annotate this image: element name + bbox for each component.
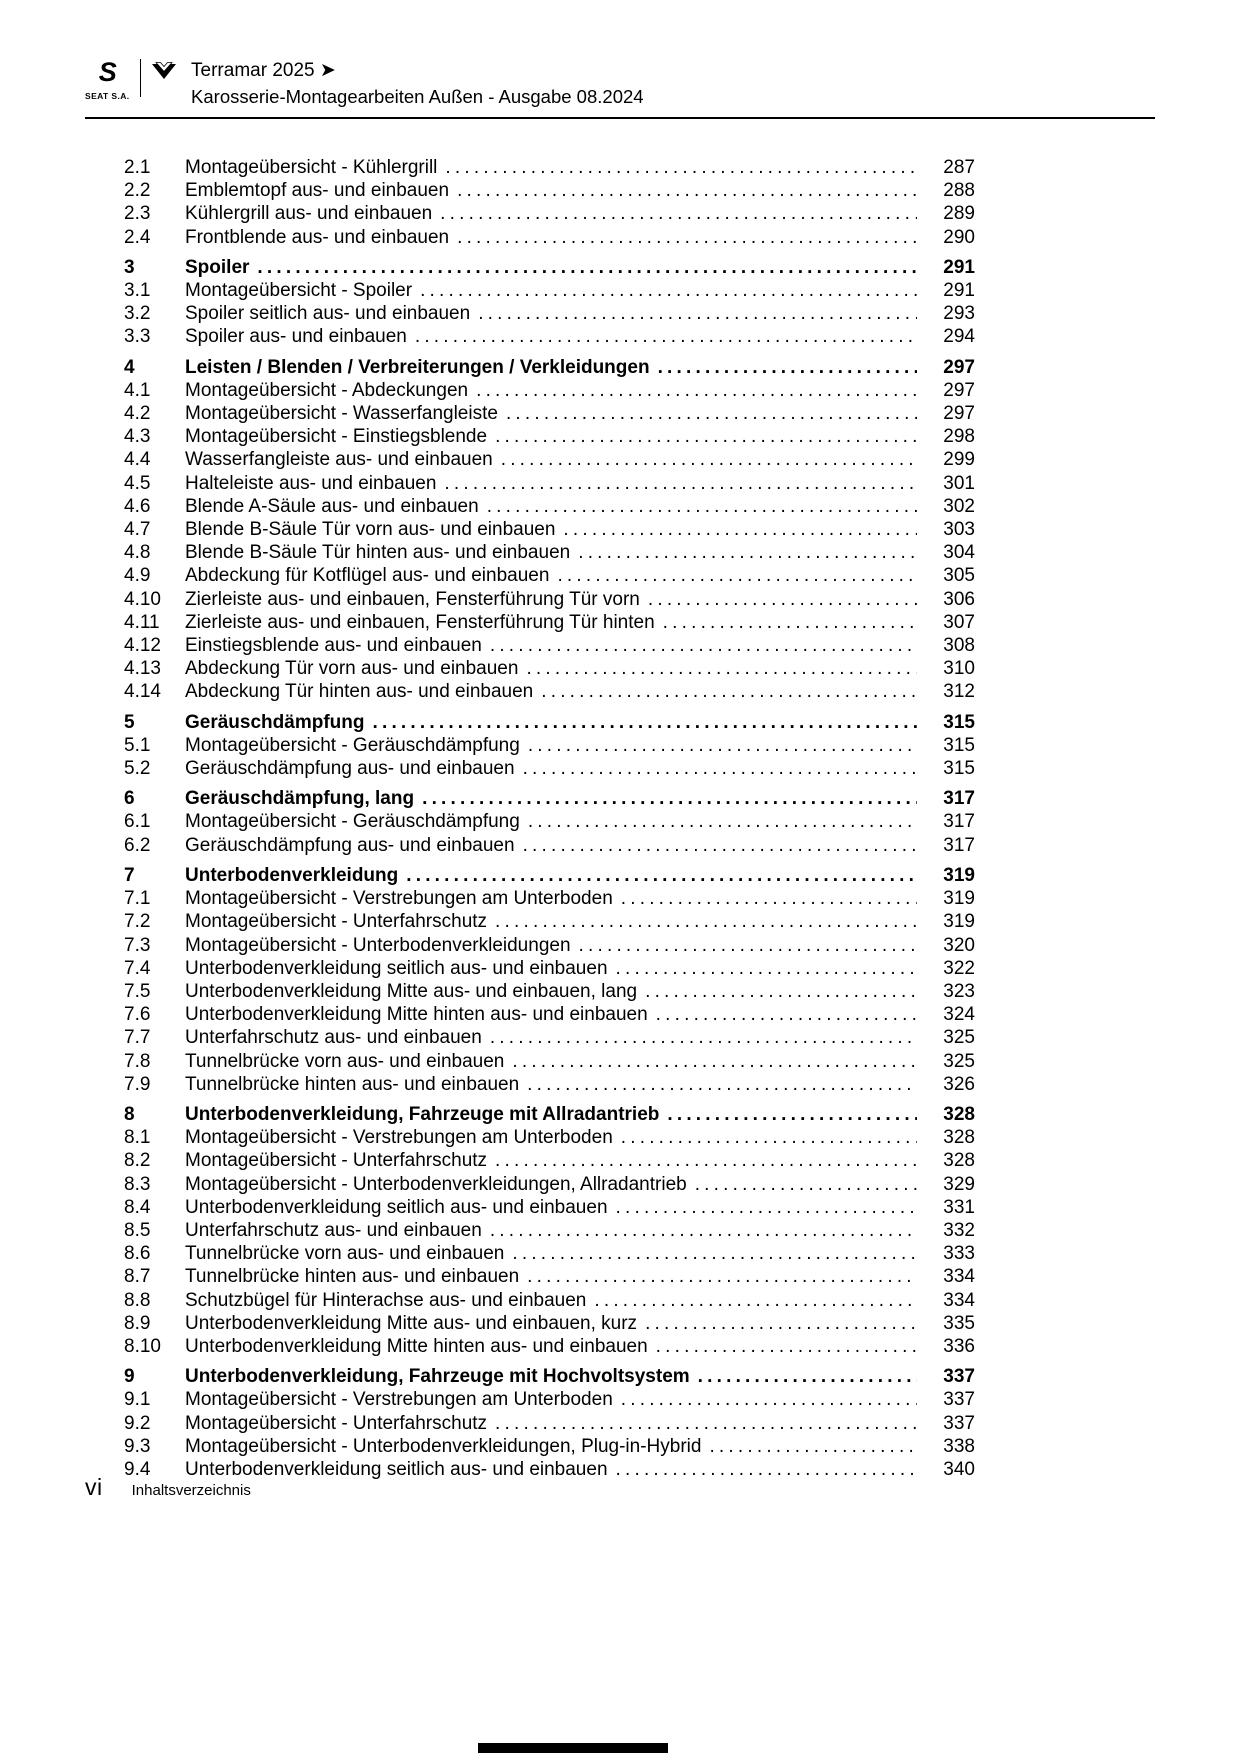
toc-leader-dots [415,325,917,348]
toc-leader-dots [621,1126,917,1149]
toc-leader-dots [563,518,917,541]
toc-entry-number: 4.10 [124,588,161,610]
toc-entry-page: 287 [943,157,975,178]
toc-row [124,1003,975,1026]
toc-entry-title: Montageübersicht - Unterbodenverkleidungen, Plug-in-Hybrid [185,1435,702,1457]
toc-entry-page: 320 [943,934,975,956]
toc-entry-page: 291 [943,256,975,278]
toc-entry-title: Montageübersicht - Spoiler [185,280,413,302]
toc-entry-page: 328 [943,1150,975,1172]
toc-entry-title: Frontblende aus- und einbauen [185,226,450,248]
toc-leader-dots [501,448,917,471]
toc-row [124,887,975,910]
toc-entry-number: 8.2 [124,1150,151,1172]
toc-entry-number: 3.1 [124,280,151,302]
toc-entry-number: 9.4 [124,1458,151,1480]
toc-entry-number: 4.7 [124,519,151,541]
toc-entry-page: 310 [943,658,975,680]
toc-entry-title: Montageübersicht - Verstrebungen am Unterboden [185,888,613,910]
toc-entry-number: 7.3 [124,934,151,956]
toc-entry-page: 334 [943,1289,975,1311]
toc-leader-dots [667,1103,917,1126]
toc-leader-dots [709,1435,917,1458]
toc-entry-title: Unterbodenverkleidung seitlich aus- und einbauen [185,1196,608,1218]
toc-row [124,1126,975,1149]
toc-row [124,1265,975,1288]
toc-leader-dots [444,472,917,495]
toc-entry-page: 336 [943,1335,975,1357]
toc-leader-dots [406,864,917,887]
toc-entry-page: 299 [943,449,975,471]
toc-entry-page: 326 [943,1073,975,1095]
toc-row [124,957,975,980]
toc-row [124,834,975,857]
toc-entry-page: 325 [943,1050,975,1072]
toc-entry-number: 2.3 [124,203,151,225]
toc-entry-page: 289 [943,203,975,225]
toc-row [124,518,975,541]
toc-entry-page: 324 [943,1004,975,1026]
toc-entry-page: 304 [943,542,975,564]
toc-row [124,1219,975,1242]
toc-entry-title: Tunnelbrücke vorn aus- und einbauen [185,1243,505,1265]
toc-entry-number: 7.2 [124,911,151,933]
toc-row [124,980,975,1003]
toc-entry-title: Unterbodenverkleidung Mitte aus- und einbauen, kurz [185,1312,638,1334]
toc-leader-dots [476,379,917,402]
toc-entry-number: 8.3 [124,1173,151,1195]
toc-entry-title: Montageübersicht - Unterfahrschutz [185,1150,488,1172]
toc-leader-dots [594,1289,917,1312]
toc-row [124,634,975,657]
toc-row [124,864,975,887]
toc-leader-dots [257,256,917,279]
toc-row [124,910,975,933]
toc-entry-page: 297 [943,379,975,401]
toc-entry-number: 7.9 [124,1073,151,1095]
toc-entry-page: 337 [943,1389,975,1411]
toc-entry-number: 4.11 [124,611,160,633]
brand-block [85,58,1155,108]
toc-row [124,325,975,348]
toc-entry-page: 322 [943,957,975,979]
toc-row [124,356,975,379]
toc-entry-page: 305 [943,565,975,587]
toc-entry-number: 4.9 [124,565,151,587]
toc-entry-number: 5.1 [124,734,151,756]
toc-entry-title: Unterbodenverkleidung seitlich aus- und einbauen [185,1458,608,1480]
toc-row [124,1242,975,1265]
toc-leader-dots [506,402,917,425]
toc-leader-dots [663,611,917,634]
toc-entry-page: 334 [943,1266,975,1288]
footer-page-number: vi [85,1474,103,1500]
toc-entry-page: 319 [943,911,975,933]
toc-leader-dots [557,564,917,587]
toc-leader-dots [512,1242,917,1265]
toc-leader-dots [495,1149,917,1172]
toc-entry-page: 331 [943,1196,975,1218]
toc-leader-dots [616,1458,917,1481]
toc-leader-dots [372,711,917,734]
toc-entry-page: 319 [943,864,975,886]
toc-entry-page: 288 [943,180,975,202]
toc-entry-number: 4 [124,356,135,378]
toc-entry-title: Unterbodenverkleidung seitlich aus- und einbauen [185,957,608,979]
toc-row [124,1050,975,1073]
toc-row [124,402,975,425]
toc-entry-number: 9.2 [124,1412,151,1434]
toc-entry-number: 3.2 [124,303,151,325]
toc-entry-title: Geräuschdämpfung [185,711,365,733]
toc-entry-number: 7.7 [124,1027,151,1049]
toc-entry-title: Montageübersicht - Einstiegsblende [185,426,488,448]
toc-leader-dots [621,887,917,910]
toc-entry-title: Geräuschdämpfung, lang [185,788,415,810]
toc-entry-page: 332 [943,1219,975,1241]
toc-entry-number: 2.4 [124,226,151,248]
toc-leader-dots [645,1312,917,1335]
toc-leader-dots [656,1003,917,1026]
toc-list [124,156,975,1481]
toc-entry-title: Emblemtopf aus- und einbauen [185,180,450,202]
header-text [191,58,644,108]
toc-row [124,448,975,471]
seat-logo-icon: S [98,57,116,87]
toc-entry-title: Spoiler aus- und einbauen [185,326,407,348]
toc-entry-title: Geräuschdämpfung aus- und einbauen [185,834,515,856]
toc-leader-dots [512,1050,917,1073]
toc-entry-page: 323 [943,980,975,1002]
toc-entry-number: 6 [124,788,135,810]
toc-row [124,472,975,495]
toc-entry-title: Montageübersicht - Wasserfangleiste [185,403,498,425]
toc-entry-title: Spoiler seitlich aus- und einbauen [185,303,471,325]
toc-entry-title: Blende A-Säule aus- und einbauen [185,495,479,517]
toc-entry-title: Unterbodenverkleidung Mitte hinten aus- und einbauen [185,1004,648,1026]
toc-entry-number: 8.5 [124,1219,151,1241]
toc-row [124,1289,975,1312]
toc-leader-dots [528,810,917,833]
toc-row [124,680,975,703]
toc-entry-number: 4.5 [124,472,151,494]
toc-entry-page: 294 [943,326,975,348]
toc-entry-title: Kühlergrill aus- und einbauen [185,203,433,225]
toc-entry-title: Abdeckung für Kotflügel aus- und einbauen [185,565,550,587]
toc-entry-page: 315 [943,758,975,780]
toc-entry-number: 7 [124,864,135,886]
toc-leader-dots [490,634,917,657]
seat-logo [85,58,130,101]
toc-leader-dots [527,1073,917,1096]
toc-entry-number: 8.8 [124,1289,151,1311]
toc-entry-page: 337 [943,1366,975,1388]
toc-entry-page: 325 [943,1027,975,1049]
toc-row [124,279,975,302]
toc-entry-page: 319 [943,888,975,910]
toc-entry-title: Abdeckung Tür vorn aus- und einbauen [185,658,519,680]
toc-entry-title: Montageübersicht - Unterfahrschutz [185,911,488,933]
toc-row [124,1103,975,1126]
toc-row [124,1196,975,1219]
toc-leader-dots [440,202,917,225]
toc-row [124,156,975,179]
toc-leader-dots [490,1026,917,1049]
toc-entry-page: 307 [943,611,975,633]
toc-row [124,226,975,249]
toc-entry-number: 8.6 [124,1243,151,1265]
toc-leader-dots [445,156,917,179]
toc-row [124,256,975,279]
toc-entry-number: 8.10 [124,1335,161,1357]
toc-entry-title: Unterbodenverkleidung Mitte hinten aus- und einbauen [185,1335,648,1357]
toc-row [124,541,975,564]
toc-entry-title: Spoiler [185,256,250,278]
brand-divider [140,59,142,97]
toc-leader-dots [523,757,917,780]
toc-entry-number: 4.2 [124,403,151,425]
toc-leader-dots [523,834,917,857]
toc-entry-page: 302 [943,495,975,517]
toc-entry-title: Wasserfangleiste aus- und einbauen [185,449,493,471]
toc-leader-dots [490,1219,917,1242]
toc-leader-dots [526,657,917,680]
toc-entry-title: Geräuschdämpfung aus- und einbauen [185,758,515,780]
toc-entry-page: 297 [943,356,975,378]
toc-leader-dots [616,1196,917,1219]
toc-entry-title: Tunnelbrücke vorn aus- und einbauen [185,1050,505,1072]
toc-row [124,1388,975,1411]
toc-entry-title: Schutzbügel für Hinterachse aus- und einbauen [185,1289,587,1311]
toc-row [124,1312,975,1335]
toc-entry-title: Leisten / Blenden / Verbreiterungen / Verkleidungen [185,356,650,378]
toc-entry-title: Montageübersicht - Unterbodenverkleidungen, Allradantrieb [185,1173,687,1195]
toc-entry-title: Blende B-Säule Tür hinten aus- und einbauen [185,542,571,564]
toc-entry-number: 8.4 [124,1196,151,1218]
toc-entry-number: 6.1 [124,811,151,833]
footer-section-label: Inhaltsverzeichnis [131,1482,251,1499]
toc-row [124,179,975,202]
toc-row [124,787,975,810]
seat-caption-label: SEAT S.A. [85,91,130,101]
toc-entry-title: Unterbodenverkleidung [185,864,399,886]
toc-leader-dots [656,1335,917,1358]
toc-row [124,657,975,680]
toc-entry-number: 7.1 [124,888,151,910]
toc-leader-dots [457,179,917,202]
toc-entry-title: Halteleiste aus- und einbauen [185,472,437,494]
toc-entry-number: 4.6 [124,495,151,517]
toc-entry-page: 291 [943,280,975,302]
toc-entry-page: 338 [943,1435,975,1457]
toc-entry-number: 8.9 [124,1312,151,1334]
toc-row [124,302,975,325]
model-title: Terramar 2025 ➤ [191,60,336,81]
toc-entry-title: Unterbodenverkleidung, Fahrzeuge mit Allradantrieb [185,1103,660,1125]
toc-leader-dots [420,279,917,302]
toc-entry-number: 8 [124,1103,135,1125]
toc-entry-page: 301 [943,472,975,494]
toc-entry-page: 308 [943,635,975,657]
toc-entry-page: 317 [943,834,975,856]
toc-leader-dots [495,910,917,933]
toc-row [124,1149,975,1172]
toc-entry-number: 4.4 [124,449,151,471]
toc-entry-number: 7.8 [124,1050,151,1072]
toc-entry-number: 5 [124,711,135,733]
toc-row [124,934,975,957]
toc-leader-dots [457,226,917,249]
toc-entry-number: 9.1 [124,1389,151,1411]
toc-entry-title: Montageübersicht - Geräuschdämpfung [185,811,520,833]
toc-entry-title: Montageübersicht - Abdeckungen [185,379,469,401]
toc-entry-page: 340 [943,1458,975,1480]
toc-entry-page: 315 [943,734,975,756]
toc-leader-dots [495,1412,917,1435]
toc-entry-page: 317 [943,788,975,810]
toc-entry-page: 337 [943,1412,975,1434]
toc-entry-title: Unterfahrschutz aus- und einbauen [185,1219,482,1241]
scan-artifact-bar [478,1743,668,1753]
toc-entry-number: 9 [124,1366,135,1388]
toc-entry-number: 3 [124,256,135,278]
toc-entry-page: 293 [943,303,975,325]
toc-entry-number: 8.7 [124,1266,151,1288]
toc-leader-dots [698,1365,917,1388]
toc-entry-title: Unterbodenverkleidung Mitte aus- und einbauen, lang [185,980,638,1002]
page-footer [85,1474,251,1501]
toc-leader-dots [579,934,917,957]
toc-row [124,425,975,448]
toc-entry-page: 298 [943,426,975,448]
toc-entry-title: Montageübersicht - Unterfahrschutz [185,1412,488,1434]
toc-entry-title: Unterfahrschutz aus- und einbauen [185,1027,482,1049]
toc-leader-dots [621,1388,917,1411]
toc-entry-page: 303 [943,519,975,541]
toc-entry-number: 4.12 [124,635,161,657]
toc-entry-number: 4.14 [124,681,161,703]
toc-entry-title: Unterbodenverkleidung, Fahrzeuge mit Hochvoltsystem [185,1366,690,1388]
toc-row [124,810,975,833]
toc-leader-dots [658,356,917,379]
toc-entry-number: 2.1 [124,157,151,178]
toc-entry-number: 9.3 [124,1435,151,1457]
toc-entry-page: 328 [943,1127,975,1149]
toc-row [124,495,975,518]
toc-entry-page: 317 [943,811,975,833]
toc-row [124,1458,975,1481]
brand-emblem-icon [151,62,177,86]
toc-row [124,379,975,402]
toc-row [124,1026,975,1049]
toc-entry-title: Zierleiste aus- und einbauen, Fensterführung Tür hinten [185,611,655,633]
toc-row [124,711,975,734]
toc-entry-title: Tunnelbrücke hinten aus- und einbauen [185,1073,520,1095]
toc-entry-page: 306 [943,588,975,610]
document-title: Karosserie-Montagearbeiten Außen - Ausgabe 08.2024 [191,86,644,107]
toc-entry-number: 4.13 [124,658,161,680]
toc-entry-page: 297 [943,403,975,425]
toc-entry-title: Tunnelbrücke hinten aus- und einbauen [185,1266,520,1288]
toc-entry-number: 6.2 [124,834,151,856]
toc-entry-number: 7.5 [124,980,151,1002]
toc-row [124,1173,975,1196]
toc-row [124,564,975,587]
toc-leader-dots [495,425,917,448]
toc-leader-dots [645,980,917,1003]
toc-entry-page: 333 [943,1243,975,1265]
toc-row [124,1073,975,1096]
toc-entry-number: 4.8 [124,542,151,564]
toc-entry-title: Abdeckung Tür hinten aus- und einbauen [185,681,534,703]
toc-entry-title: Montageübersicht - Verstrebungen am Unterboden [185,1127,613,1149]
toc-entry-number: 8.1 [124,1127,151,1149]
toc-entry-page: 328 [943,1103,975,1125]
toc-row [124,757,975,780]
toc-leader-dots [422,787,917,810]
toc-leader-dots [695,1173,917,1196]
toc-row [124,202,975,225]
toc-leader-dots [648,588,917,611]
toc-row [124,734,975,757]
toc-row [124,588,975,611]
toc-leader-dots [487,495,917,518]
toc-entry-title: Blende B-Säule Tür vorn aus- und einbauen [185,519,556,541]
toc-entry-title: Montageübersicht - Geräuschdämpfung [185,734,520,756]
toc-entry-page: 290 [943,226,975,248]
toc-entry-title: Einstiegsblende aus- und einbauen [185,635,482,657]
toc-leader-dots [578,541,917,564]
toc-entry-number: 5.2 [124,758,151,780]
toc-entry-title: Montageübersicht - Kühlergrill [185,157,438,178]
toc-leader-dots [616,957,917,980]
header-rule [85,117,1155,119]
toc-entry-title: Montageübersicht - Verstrebungen am Unterboden [185,1389,613,1411]
toc-entry-number: 2.2 [124,180,151,202]
toc-entry-number: 7.6 [124,1004,151,1026]
toc-row [124,611,975,634]
toc-entry-number: 7.4 [124,957,151,979]
toc-entry-title: Zierleiste aus- und einbauen, Fensterführung Tür vorn [185,588,640,610]
toc-entry-page: 329 [943,1173,975,1195]
toc-leader-dots [478,302,917,325]
toc-entry-page: 335 [943,1312,975,1334]
page-header [85,58,1155,119]
toc-leader-dots [527,1265,917,1288]
toc-leader-dots [528,734,917,757]
toc-entry-page: 315 [943,711,975,733]
toc-leader-dots [541,680,917,703]
toc-entry-page: 312 [943,681,975,703]
toc-row [124,1335,975,1358]
toc-row [124,1435,975,1458]
toc-row [124,1365,975,1388]
toc-entry-title: Montageübersicht - Unterbodenverkleidungen [185,934,571,956]
toc-entry-number: 3.3 [124,326,151,348]
toc-entry-number: 4.3 [124,426,151,448]
toc-entry-number: 4.1 [124,379,151,401]
toc-row [124,1412,975,1435]
